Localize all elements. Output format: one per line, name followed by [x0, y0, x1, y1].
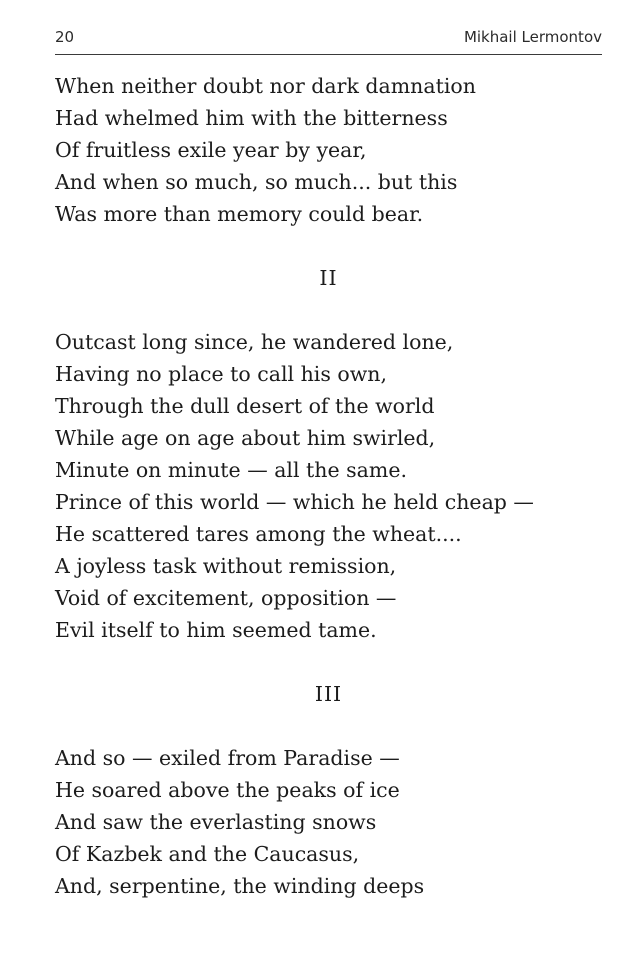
section-numeral-3: III [314, 682, 343, 706]
poem-line: Outcast long since, he wandered lone, [55, 330, 454, 354]
poem-line: Was more than memory could bear. [55, 202, 424, 226]
stanza-intro [55, 70, 602, 230]
poem-body [55, 70, 602, 902]
poem-line: And saw the everlasting snows [55, 810, 377, 834]
running-head-author: Mikhail Lermontov [463, 28, 602, 46]
poem-line: Minute on minute — all the same. [55, 458, 407, 482]
poem-line: Void of excitement, opposition — [55, 586, 397, 610]
poem-line: Of fruitless exile year by year, [55, 138, 367, 162]
poem-line: A joyless task without remission, [55, 554, 397, 578]
poem-line: Of Kazbek and the Caucasus, [55, 842, 360, 866]
stanza-3 [55, 742, 602, 902]
poem-line: And, serpentine, the winding deeps [55, 874, 425, 898]
page-number: 20 [55, 28, 75, 46]
poem-line: He soared above the peaks of ice [55, 778, 400, 802]
poem-line: And so — exiled from Paradise — [55, 746, 400, 770]
section-numeral-2: II [319, 266, 338, 290]
page-header [55, 24, 602, 55]
poem-line: Prince of this world — which he held cheap — [55, 490, 534, 514]
poem-line: When neither doubt nor dark damnation [55, 74, 476, 98]
poem-line: While age on age about him swirled, [55, 426, 436, 450]
poem-line: Having no place to call his own, [55, 362, 388, 386]
poem-line: Had whelmed him with the bitterness [55, 106, 448, 130]
poem-line: And when so much, so much... but this [55, 170, 458, 194]
poem-line: Evil itself to him seemed tame. [55, 618, 377, 642]
stanza-2 [55, 326, 602, 646]
poem-line: He scattered tares among the wheat.... [55, 522, 462, 546]
poem-line: Through the dull desert of the world [55, 394, 435, 418]
